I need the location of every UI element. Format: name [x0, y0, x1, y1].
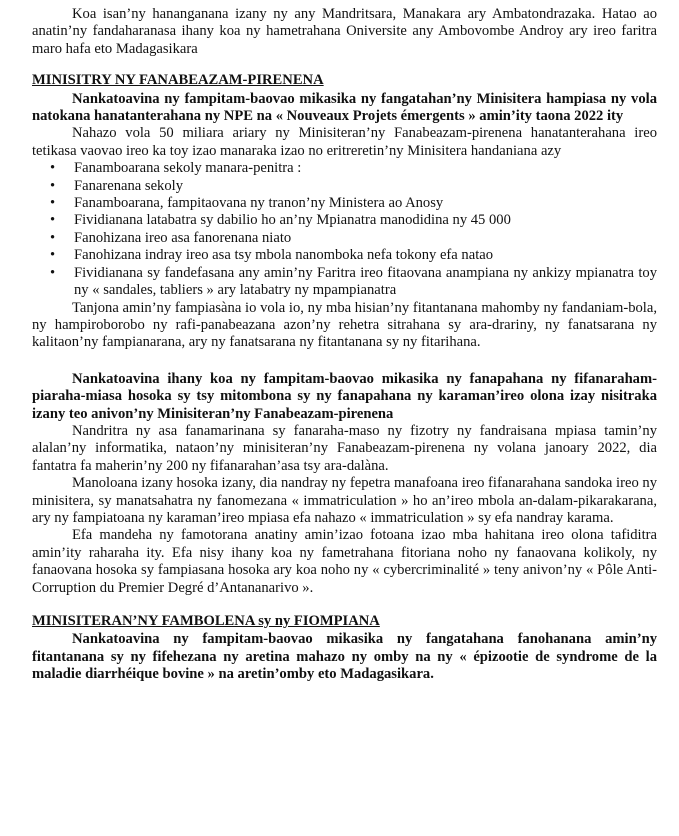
list-item: • Fividianana sy fandefasana any amin’ny Faritra ireo fitaovana anampiana ny ankizy mpianatra toy ny « sandales, tabliers » ary latabatry ny mpampianatra [32, 265, 657, 300]
list-item: • Fanohizana ireo asa fanorenana niato [32, 230, 657, 247]
spacer [32, 352, 657, 371]
section-heading-npe: Nankatoavina ny fampitam-baovao mikasika ny fangatahan’ny Minisitera hampiasa ny vola natokana hanatanterahana ny NPE na « Nouveaux Projets émergents » amin’ity taona 2022 ity [32, 90, 657, 125]
intro-paragraph: Koa isan’ny hananganana izany ny any Mandritsara, Manakara ary Ambatondrazaka. Hatao ao anatin’ny fandaharanasa ihany koa ny hametrahana Oniversite any Ambovombe Androy ary ireo faritra maro hafa eto Madagasikara [32, 6, 657, 57]
section-heading-contracts: Nankatoavina ihany koa ny fampitam-baovao mikasika ny fanapahana ny fifanaraham-piaraha-miasa hosoka sy tsy mitombona sy ny fanapahana ny karaman’ireo olona izay nisitraka izany teo anivon’ny Minisiteran’ny Fanabeazam-pirenena [32, 370, 657, 422]
list-item: • Fanamboarana, fampitaovana ny tranon’ny Ministera ao Anosy [32, 195, 657, 212]
list-item: • Fividianana latabatra sy dabilio ho an’ny Mpianatra manodidina ny 45 000 [32, 212, 657, 229]
paragraph-investigation: Efa mandeha ny famotorana anatiny amin’izao fotoana izao mba hahitana ireo olona tafiditra amin’ity raharaha ity. Efa nisy ihany koa ny fametrahana fitoriana noho ny fanaovana kolikoly, ny fanaovana hosoka sy fampiasana hosoka ary koa noho ny « cybercriminalité » teny anivon’ny « Pôle Anti-Corruption du Premier Degré d’Antananarivo ». [32, 527, 657, 596]
paragraph-audit: Nandritra ny asa fanamarinana sy fanaraha-maso ny fizotry ny fandraisana mpiasa tamin’ny alalan’ny informatika, nataon’ny minisiteran’ny Fanabeazam-pirenena ny volana janoary 2022, dia fantatra fa maherin’ny 200 ny fifanarahan’asa tsy ara-dalàna. [32, 422, 657, 474]
paragraph-objectives: Tanjona amin’ny fampiasàna io vola io, ny mba hisian’ny fitantanana mahomby ny fandaniam-bola, ny hampiroborobo ny rafi-panabeazana azon’ny rehetra sitrahana sy ara-drariny, ny fanatsarana ny kalitaon’ny fampianarana, ary ny fanatsarana ny fitantanana sy ny fitarihana. [32, 299, 657, 351]
bullet-list [32, 160, 657, 299]
section-heading-cattle-disease: Nankatoavina ny fampitam-baovao mikasika ny fangatahana fanohanana amin’ny fitantanana sy ny fifehezana ny aretina mahazo ny omby na ny « épizootie de syndrome de la maladie diarrhéique bovine » na aretin’omby eto Madagasikara. [32, 631, 657, 683]
section-title-agriculture: MINISITERAN’NY FAMBOLENA sy ny FIOMPIANA [32, 613, 380, 629]
list-item: • Fanamboarana sekoly manara-penitra : [32, 160, 657, 177]
list-item: • Fanohizana indray ireo asa tsy mbola nanomboka nefa tokony efa natao [32, 247, 657, 264]
list-item: • Fanarenana sekoly [32, 178, 657, 195]
section-title-education: MINISITRY NY FANABEAZAM-PIRENENA [32, 72, 324, 89]
paragraph-budget: Nahazo vola 50 miliara ariary ny Minisiteran’ny Fanabeazam-pirenena hanatanterahana ireo tetikasa vaovao ireo ka toy izao manaraka izao no eritreretin’ny Minisitera handaniana azy [32, 125, 657, 159]
paragraph-measures: Manoloana izany hosoka izany, dia nandray ny fepetra manafoana ireo fifanarahana sandoka ireo ny minisitera, sy manatsahatra ny fanomezana « immatriculation » ho an’ireo mbola an-dalam-pikarakarana, ary ny fampiatoana ny karaman’ireo mpiasa efa nahazo « immatriculation » sy efa nandray karama. [32, 475, 657, 526]
